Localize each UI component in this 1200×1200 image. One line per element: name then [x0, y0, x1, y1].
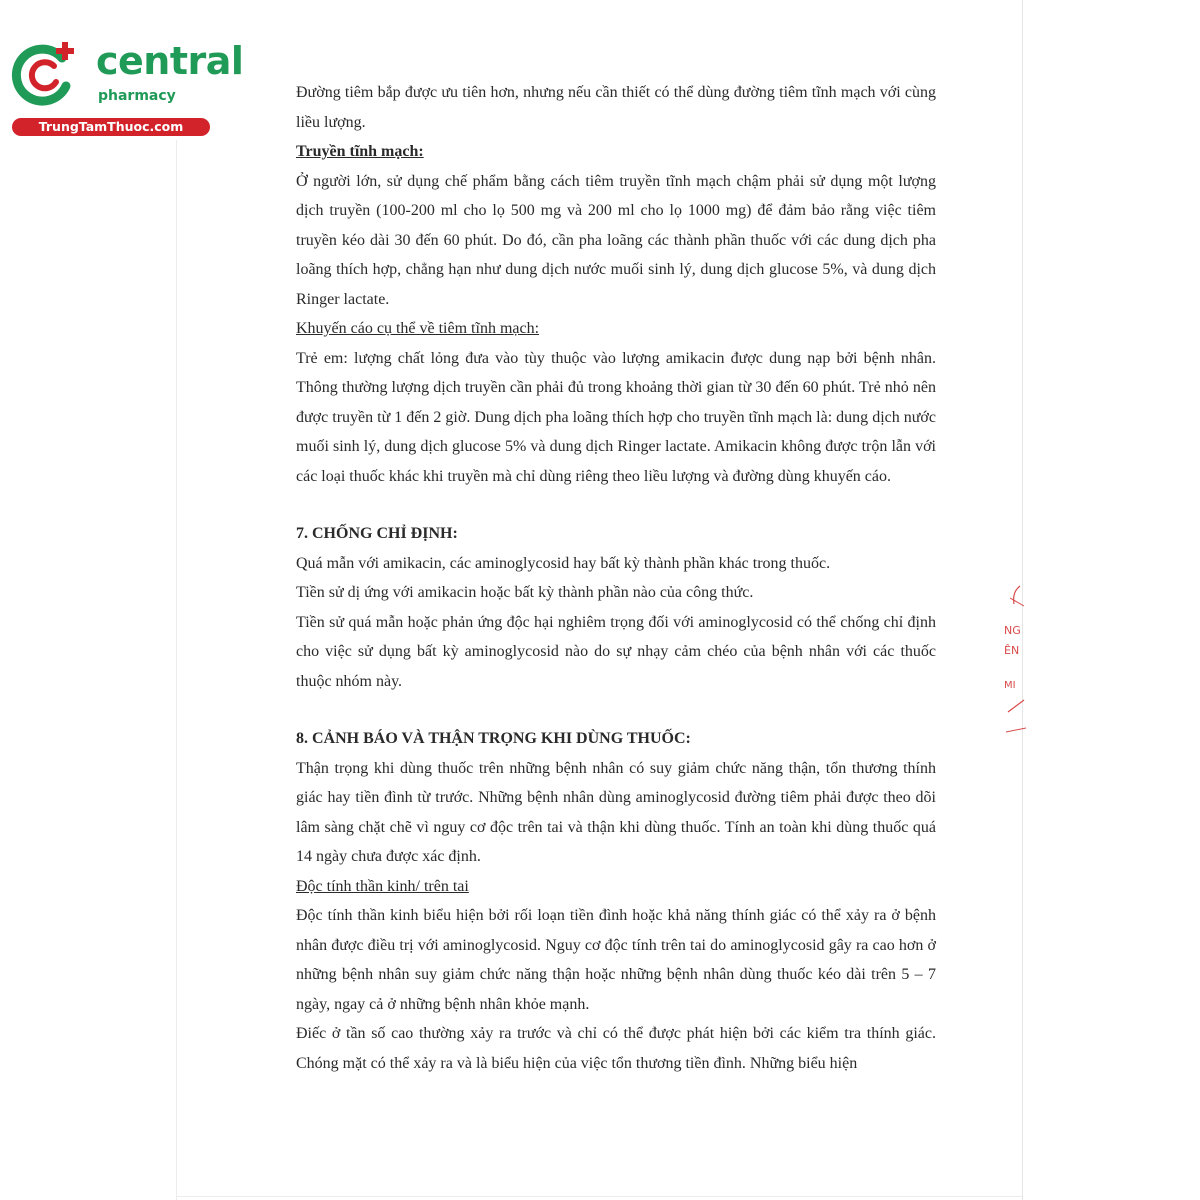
- section-7-title: 7. CHỐNG CHỈ ĐỊNH:: [296, 525, 458, 542]
- logo-name: central: [96, 39, 244, 83]
- document-body: [296, 78, 936, 1078]
- contraindication-line-1: Quá mẫn với amikacin, các aminoglycosid hay bất kỳ thành phần khác trong thuốc.: [296, 554, 831, 572]
- heading-doc-tinh: Độc tính thần kinh/ trên tai: [296, 877, 469, 895]
- heading-khuyen-cao: Khuyến cáo cụ thể về tiêm tĩnh mạch:: [296, 320, 540, 337]
- paragraph-children-infusion: Trẻ em: lượng chất lỏng đưa vào tùy thuộc vào lượng amikacin được dung nạp bởi bệnh nhân. Thông thường lượng dịch truyền cần phải đủ trong khoảng thời gian từ 30 đến 60 phút. Trẻ nhỏ nên được truyền từ 1 đến 2 giờ. Dung dịch pha loãng thích hợp cho truyền tĩnh mạch là: dung dịch nước muối sinh lý, dung dịch glucose 5% và dung dịch Ringer lactate. Amikacin không được trộn lẫn với các loại thuốc khác khi truyền mà chỉ dùng riêng theo liều lượng và đường dùng khuyến cáo.: [296, 349, 936, 485]
- section-8-title: 8. CẢNH BÁO VÀ THẬN TRỌNG KHI DÙNG THUỐC:: [296, 730, 691, 747]
- svg-text:MI: MI: [1004, 680, 1016, 691]
- red-stamp-fragment: [998, 582, 1028, 742]
- warning-paragraph-1: Thận trọng khi dùng thuốc trên những bệnh nhân có suy giảm chức năng thận, tổn thương thính giác hay tiền đình từ trước. Những bệnh nhân dùng aminoglycosid đường tiêm phải được theo dõi lâm sàng chặt chẽ vì nguy cơ độc trên tai và thận khi dùng thuốc. Tính an toàn khi dùng thuốc quá 14 ngày chưa được xác định.: [296, 759, 936, 865]
- page-edge-bottom: [176, 1196, 1022, 1197]
- warning-paragraph-2: Độc tính thần kinh biểu hiện bởi rối loạn tiền đình hoặc khả năng thính giác có thể xảy ra ở bệnh nhân được điều trị với aminoglycosid. Nguy cơ độc tính trên tai do aminoglycosid gây ra cao hơn ở những bệnh nhân suy giảm chức năng thận hoặc những bệnh nhân dùng thuốc kéo dài trên 5 – 7 ngày, ngay cả ở những bệnh nhân khỏe mạnh.: [296, 907, 936, 1013]
- contraindication-line-3: Tiền sử quá mẫn hoặc phản ứng độc hại nghiêm trọng đối với aminoglycosid có thể chống chỉ định cho việc sử dụng bất kỳ aminoglycosid nào do sự nhạy cảm chéo của bệnh nhân với các thuốc thuộc nhóm này.: [296, 613, 936, 690]
- warning-paragraph-3: Điếc ở tần số cao thường xảy ra trước và chỉ có thể được phát hiện bởi các kiểm tra thính giác. Chóng mặt có thể xảy ra và là biểu hiện của việc tổn thương tiền đình. Những biểu hiện: [296, 1025, 936, 1072]
- svg-text:ÊN: ÊN: [1004, 644, 1020, 657]
- svg-text:NG: NG: [1004, 624, 1021, 637]
- contraindication-line-2: Tiền sử dị ứng với amikacin hoặc bất kỳ thành phần nào của công thức.: [296, 584, 754, 601]
- paragraph-adult-infusion: Ở người lớn, sử dụng chế phẩm bằng cách tiêm truyền tĩnh mạch chậm phải sử dụng một lượng dịch truyền (100-200 ml cho lọ 500 mg và 200 ml cho lọ 1000 mg) để đảm bảo rằng việc tiêm truyền kéo dài 30 đến 60 phút. Do đó, cần pha loãng các thành phần thuốc với các dung dịch pha loãng thích hợp, chẳng hạn như dung dịch nước muối sinh lý, dung dịch glucose 5%, và dung dịch Ringer lactate.: [296, 172, 936, 308]
- central-logo-icon: [10, 38, 80, 108]
- logo-url-banner: TrungTamThuoc.com: [12, 118, 210, 136]
- page-edge-left: [176, 140, 177, 1200]
- logo-subtitle: pharmacy: [98, 88, 176, 104]
- central-pharmacy-logo: [10, 36, 244, 136]
- heading-truyen-tinh-mach: Truyền tĩnh mạch:: [296, 143, 424, 160]
- paragraph-intro: Đường tiêm bắp được ưu tiên hơn, nhưng nếu cần thiết có thể dùng đường tiêm tĩnh mạch với cùng liều lượng.: [296, 84, 936, 131]
